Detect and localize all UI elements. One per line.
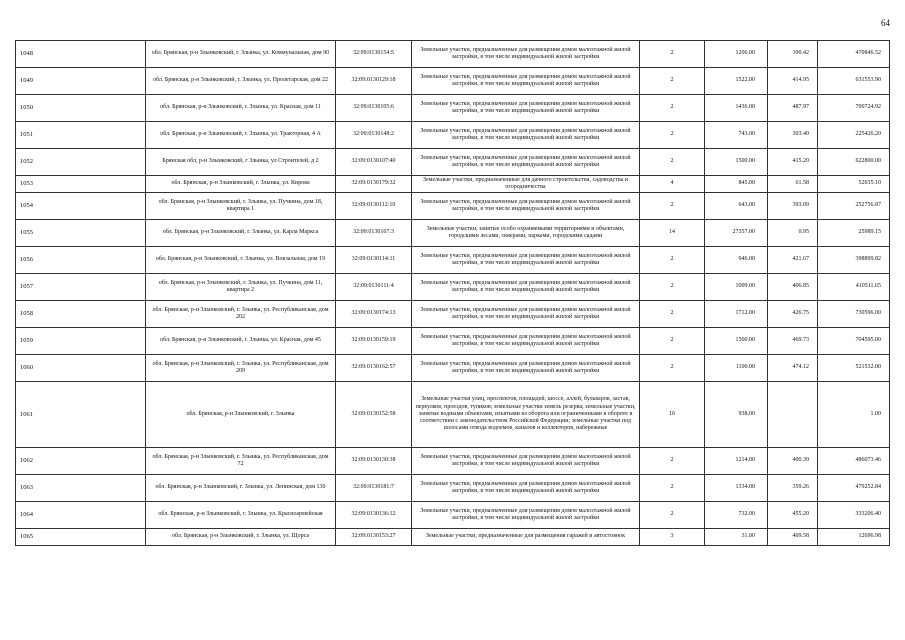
use-group-cell: 2 [640,502,705,529]
cadastral-number-cell: 32:09:0130174:13 [336,301,412,328]
land-use-cell: Земельные участки, предназначенные для размещения домов малоэтажной жилой застройки, в том числе индивидуальной жилой застройки [412,475,640,502]
row-number: 1055 [16,220,146,247]
address-cell: обл. Брянская, р-н Злынковский, г. Злынка, ул. Пролетарская, дом 22 [146,68,336,95]
use-group-cell: 2 [640,448,705,475]
row-number: 1065 [16,529,146,546]
use-group-cell: 16 [640,382,705,448]
area-cell: 1500.00 [705,149,768,176]
table-row [16,274,890,301]
address-cell: обл. Брянская, р-н Злынковский, г. Злынка, ул. Пучкина, дом 11, квартира 2 [146,274,336,301]
area-cell: 1334.00 [705,475,768,502]
cadastral-value-cell: 486073.46 [818,448,890,475]
use-group-cell: 4 [640,176,705,193]
land-use-cell: Земельные участки улиц, проспектов, площадей, шоссе, аллей, бульваров, застав, переулков, проездов, тупиков; земельные участки земель резерва; земельные участки, занятые водными объектами, изъятыми из оборота или ограниченными в обороте в соответствии с законодательством Российской Федерации; земельные участки под полосами отвода водоемов, каналов и коллекторов, набережные [412,382,640,448]
cadastral-value-cell: 25989.15 [818,220,890,247]
area-cell: 845.00 [705,176,768,193]
use-group-cell: 2 [640,95,705,122]
cadastral-number-cell: 32:09:0130136:12 [336,502,412,529]
cadastral-number-cell: 32:09:0130148:2 [336,122,412,149]
table-row [16,220,890,247]
area-cell: 1436.00 [705,95,768,122]
unit-value-cell: 455.20 [768,502,818,529]
table-row [16,301,890,328]
cadastral-number-cell: 32:09:0130107:40 [336,149,412,176]
table-row [16,247,890,274]
unit-value-cell [768,382,818,448]
row-number: 1062 [16,448,146,475]
cadastral-value-cell: 479252.84 [818,475,890,502]
area-cell: 1206.00 [705,41,768,68]
area-cell: 732.00 [705,502,768,529]
row-number: 1060 [16,355,146,382]
row-number: 1058 [16,301,146,328]
table-row [16,328,890,355]
row-number: 1053 [16,176,146,193]
land-use-cell: Земельные участки, предназначенные для размещения домов малоэтажной жилой застройки, в том числе индивидуальной жилой застройки [412,502,640,529]
unit-value-cell: 406.85 [768,274,818,301]
use-group-cell: 2 [640,68,705,95]
use-group-cell: 3 [640,529,705,546]
cadastral-value-cell: 631553.90 [818,68,890,95]
land-use-cell: Земельные участки, предназначенные для размещения домов малоэтажной жилой застройки, в том числе индивидуальной жилой застройки [412,355,640,382]
area-cell: 27357.00 [705,220,768,247]
cadastral-number-cell: 32:09:0130152:58 [336,382,412,448]
unit-value-cell: 0.95 [768,220,818,247]
area-cell: 1214.00 [705,448,768,475]
cadastral-number-cell: 32:09:0130154:5 [336,41,412,68]
address-cell: обл. Брянская, р-н Злынковский, г. Злынка, ул. Коммунальная, дом 90 [146,41,336,68]
land-use-cell: Земельные участки, предназначенные для размещения домов малоэтажной жилой застройки, в том числе индивидуальной жилой застройки [412,448,640,475]
address-cell: обл. Брянская, р-н Злынковский, г. Злынка, ул. Тракторная, 4 А [146,122,336,149]
use-group-cell: 2 [640,328,705,355]
use-group-cell: 2 [640,274,705,301]
land-use-cell: Земельные участки, предназначенные для размещения домов малоэтажной жилой застройки, в том числе индивидуальной жилой застройки [412,149,640,176]
row-number: 1057 [16,274,146,301]
land-use-cell: Земельные участки, предназначенные для размещения домов малоэтажной жилой застройки, в том числе индивидуальной жилой застройки [412,41,640,68]
unit-value-cell: 390.42 [768,41,818,68]
cadastral-value-cell: 410511.65 [818,274,890,301]
use-group-cell: 2 [640,247,705,274]
row-number: 1050 [16,95,146,122]
unit-value-cell: 415.20 [768,149,818,176]
cadastral-number-cell: 32:09:0130153:27 [336,529,412,546]
use-group-cell: 2 [640,122,705,149]
land-use-cell: Земельные участки, предназначенные для дачного строительства, садоводства и огородничества [412,176,640,193]
cadastral-number-cell: 32:09:0130114:11 [336,247,412,274]
table-row [16,502,890,529]
table-row [16,193,890,220]
row-number: 1063 [16,475,146,502]
address-cell: обл. Брянская, р-н Злынковский, г. Злынка, ул. Кирова [146,176,336,193]
cadastral-value-cell: 252756.87 [818,193,890,220]
cadastral-number-cell: 32:09:0130181:7 [336,475,412,502]
cadastral-value-cell: 398899.82 [818,247,890,274]
unit-value-cell: 426.75 [768,301,818,328]
unit-value-cell: 61.58 [768,176,818,193]
table-row [16,382,890,448]
row-number: 1052 [16,149,146,176]
cadastral-value-cell: 470846.52 [818,41,890,68]
land-use-cell: Земельные участки, предназначенные для размещения домов малоэтажной жилой застройки, в том числе индивидуальной жилой застройки [412,122,640,149]
cadastral-number-cell: 32:09:0130167:3 [336,220,412,247]
land-use-cell: Земельные участки, предназначенные для размещения домов малоэтажной жилой застройки, в том числе индивидуальной жилой застройки [412,95,640,122]
cadastral-value-table [15,40,890,546]
address-cell: обл. Брянская, р-н Злынковский, г. Злынка, ул. Республиканская, дом 202 [146,301,336,328]
address-cell: обл. Брянская, р-н Злынковский, г. Злынка, ул. Красноармейская [146,502,336,529]
address-cell: обл. Брянская, р-н Злынковский, г. Злынка, ул. Карла Маркса [146,220,336,247]
unit-value-cell: 487.97 [768,95,818,122]
unit-value-cell: 359.26 [768,475,818,502]
row-number: 1064 [16,502,146,529]
table-row [16,448,890,475]
land-use-cell: Земельные участки, предназначенные для размещения домов малоэтажной жилой застройки, в том числе индивидуальной жилой застройки [412,68,640,95]
use-group-cell: 2 [640,41,705,68]
cadastral-value-cell: 1.00 [818,382,890,448]
table-row [16,41,890,68]
cadastral-value-cell: 700724.92 [818,95,890,122]
land-use-cell: Земельные участки, предназначенные для размещения домов малоэтажной жилой застройки, в том числе индивидуальной жилой застройки [412,193,640,220]
address-cell: обл. Брянская, р-н Злынковский, г. Злынка, ул. Красная, дом 11 [146,95,336,122]
area-cell: 946.00 [705,247,768,274]
use-group-cell: 2 [640,475,705,502]
table-row [16,176,890,193]
cadastral-number-cell: 32:09:0130112:10 [336,193,412,220]
row-number: 1056 [16,247,146,274]
address-cell: обл. Брянская, р-н Злынковский, г. Злынка, ул. Красная, дом 45 [146,328,336,355]
use-group-cell: 2 [640,149,705,176]
land-use-cell: Земельные участки, занятые особо охраняемыми территориями и объектами, городскими лесами, скверами, парками, городскими садами [412,220,640,247]
address-cell: Брянская обл, р-н Злынковский, г Злынка, ул Строителей, д 2 [146,149,336,176]
cadastral-number-cell: 32:09:0130105:6 [336,95,412,122]
use-group-cell: 2 [640,301,705,328]
cadastral-value-cell: 225426.20 [818,122,890,149]
table-row [16,475,890,502]
cadastral-value-cell: 12696.98 [818,529,890,546]
use-group-cell: 14 [640,220,705,247]
table-row [16,68,890,95]
address-cell: обл. Брянская, р-н Злынковский, г. Злынка [146,382,336,448]
row-number: 1049 [16,68,146,95]
address-cell: обл. Брянская, р-н Злынковский, г. Злынка, ул. Щорса [146,529,336,546]
table-row [16,529,890,546]
cadastral-number-cell: 32:09:0130130:38 [336,448,412,475]
address-cell: обл. Брянская, р-н Злынковский, г. Злынка, ул. Республиканская, дом 209 [146,355,336,382]
unit-value-cell: 303.40 [768,122,818,149]
area-cell: 1009.00 [705,274,768,301]
table-row [16,355,890,382]
unit-value-cell: 393.09 [768,193,818,220]
area-cell: 1712.00 [705,301,768,328]
row-number: 1048 [16,41,146,68]
area-cell: 1522.00 [705,68,768,95]
land-use-cell: Земельные участки, предназначенные для размещения домов малоэтажной жилой застройки, в том числе индивидуальной жилой застройки [412,247,640,274]
address-cell: обл. Брянская, р-н Злынковский, г. Злынка, ул. Пучкина, дом 18, квартира 1 [146,193,336,220]
cadastral-value-cell: 521532.00 [818,355,890,382]
cadastral-number-cell: 32:09:0130111:4 [336,274,412,301]
cadastral-value-cell: 704595.00 [818,328,890,355]
land-use-cell: Земельные участки, предназначенные для размещения гаражей и автостоянок [412,529,640,546]
area-cell: 1500.00 [705,328,768,355]
table-row [16,95,890,122]
land-use-cell: Земельные участки, предназначенные для размещения домов малоэтажной жилой застройки, в том числе индивидуальной жилой застройки [412,301,640,328]
use-group-cell: 2 [640,355,705,382]
unit-value-cell: 421.67 [768,247,818,274]
row-number: 1059 [16,328,146,355]
area-cell: 643.00 [705,193,768,220]
area-cell: 743.00 [705,122,768,149]
row-number: 1054 [16,193,146,220]
unit-value-cell: 414.95 [768,68,818,95]
unit-value-cell: 474.12 [768,355,818,382]
address-cell: обл. Брянская, р-н Злынковский, г. Злынка, ул. Вокзальная, дом 19 [146,247,336,274]
area-cell: 1100.00 [705,355,768,382]
use-group-cell: 2 [640,193,705,220]
address-cell: обл. Брянская, р-н Злынковский, г. Злынка, ул. Ленинская, дом 130 [146,475,336,502]
area-cell: 938.00 [705,382,768,448]
table-row [16,122,890,149]
unit-value-cell: 400.39 [768,448,818,475]
address-cell: обл. Брянская, р-н Злынковский, г. Злынка, ул. Республиканская, дом 72 [146,448,336,475]
unit-value-cell: 409.58 [768,529,818,546]
land-use-cell: Земельные участки, предназначенные для размещения домов малоэтажной жилой застройки, в том числе индивидуальной жилой застройки [412,274,640,301]
cadastral-number-cell: 32:09:0130162:57 [336,355,412,382]
cadastral-number-cell: 32:09:0130159:19 [336,328,412,355]
area-cell: 31.00 [705,529,768,546]
cadastral-value-cell: 52035.10 [818,176,890,193]
land-use-cell: Земельные участки, предназначенные для размещения домов малоэтажной жилой застройки, в том числе индивидуальной жилой застройки [412,328,640,355]
cadastral-number-cell: 32:09:0130129:18 [336,68,412,95]
cadastral-value-cell: 730596.00 [818,301,890,328]
cadastral-value-cell: 622800.00 [818,149,890,176]
row-number: 1061 [16,382,146,448]
page-number: 64 [881,18,890,28]
unit-value-cell: 469.73 [768,328,818,355]
row-number: 1051 [16,122,146,149]
cadastral-value-cell: 333206.40 [818,502,890,529]
cadastral-number-cell: 32:09:0130179:32 [336,176,412,193]
table-row [16,149,890,176]
